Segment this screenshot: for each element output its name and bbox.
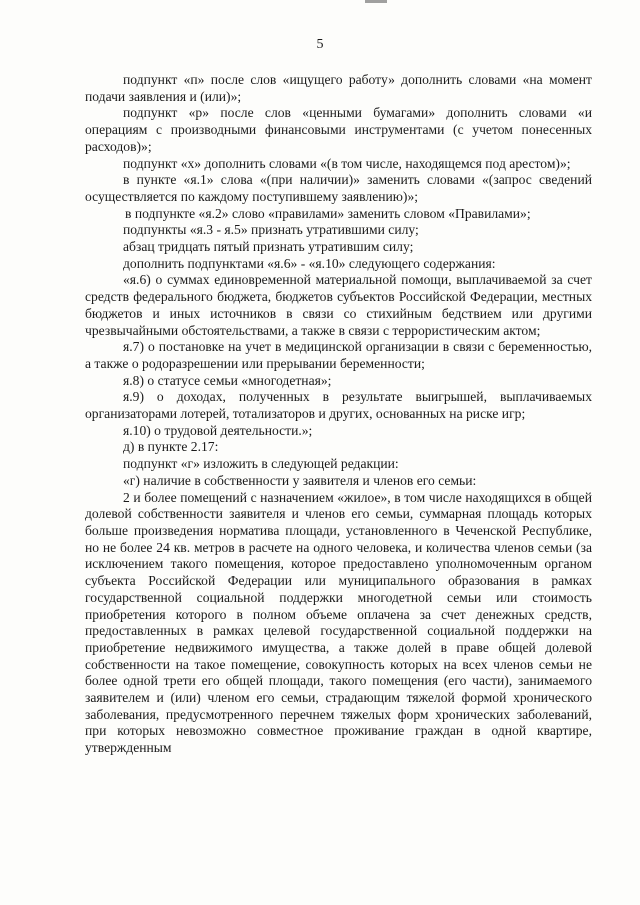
document-body xyxy=(85,72,592,757)
paragraph: в подпункте «я.2» слово «правилами» заменить словом «Правилами»; xyxy=(125,205,531,221)
paragraph: в пункте «я.1» слова «(при наличии)» заменить словами «(запрос сведений осуществляется по каждому поступившему заявлению)»; xyxy=(85,172,592,204)
paragraph: подпункт «п» после слов «ищущего работу» дополнить словами «на момент подачи заявления и (или)»; xyxy=(85,72,592,104)
paragraph: я.9) о доходах, полученных в результате выигрышей, выплачиваемых организаторами лотерей, тотализаторов и других, основанных на риске игр; xyxy=(85,389,592,422)
paragraph: абзац тридцать пятый признать утратившим силу; xyxy=(123,239,414,255)
paragraph: дополнить подпунктами «я.6» - «я.10» следующего содержания: xyxy=(123,255,496,271)
paragraph: д) в пункте 2.17: xyxy=(123,439,219,455)
paragraph: я.8) о статусе семьи «многодетная»; xyxy=(123,372,332,388)
paragraph: подпункты «я.3 - я.5» признать утратившими силу; xyxy=(123,222,419,238)
scan-artifact xyxy=(365,0,387,3)
paragraph: 2 и более помещений с назначением «жилое», в том числе находящихся в общей долевой собственности заявителя и членов его семьи, суммарная площадь которых больше произведения норматива площади, установленного в Чеченской Республике, но не более 24 кв. метров в расчете на одного человека, и количества членов семьи (за исключением такого помещения, которое предоставлено уполномоченным органом субъекта Российской Федерации или муниципального образования в рамках государственной социальной поддержки многодетной семьи или стоимость приобретения которого в полном объеме оплачена за счет денежных средств, предоставленных в рамках целевой государственной социальной поддержки на приобретение недвижимого имущества, а также долей в праве общей долевой собственности на такое помещение, совокупность которых на всех членов семьи не более одной трети его общей площади, такого помещения (его части), занимаемого заявителем и (или) членом его семьи, страдающим тяжелой формой хронического заболевания, предусмотренного перечнем тяжелых форм хронических заболеваний, при которых невозможно совместное проживание граждан в одной квартире, утвержденным xyxy=(85,489,592,756)
paragraph: я.7) о постановке на учет в медицинской организации в связи с беременностью, а также о родоразрешении или прерывании беременности; xyxy=(85,339,592,371)
paragraph: «г) наличие в собственности у заявителя и членов его семьи: xyxy=(123,472,477,488)
paragraph: подпункт «г» изложить в следующей редакции: xyxy=(123,456,399,472)
paragraph: «я.6) о суммах единовременной материальной помощи, выплачиваемой за счет средств федерального бюджета, бюджетов субъектов Российской Федерации, местных бюджетов и иных источников в связи со стихийным бедствием или другими чрезвычайными обстоятельствами, а также в связи с террористическим актом; xyxy=(85,272,592,338)
paragraph: подпункт «х» дополнить словами «(в том числе, находящемся под арестом)»; xyxy=(123,155,571,171)
paragraph: я.10) о трудовой деятельности.»; xyxy=(123,422,313,438)
paragraph: подпункт «р» после слов «ценными бумагами» дополнить словами «и операциям с производными финансовыми инструментами (с учетом понесенных расходов)»; xyxy=(85,105,592,154)
page-number: 5 xyxy=(316,37,324,52)
